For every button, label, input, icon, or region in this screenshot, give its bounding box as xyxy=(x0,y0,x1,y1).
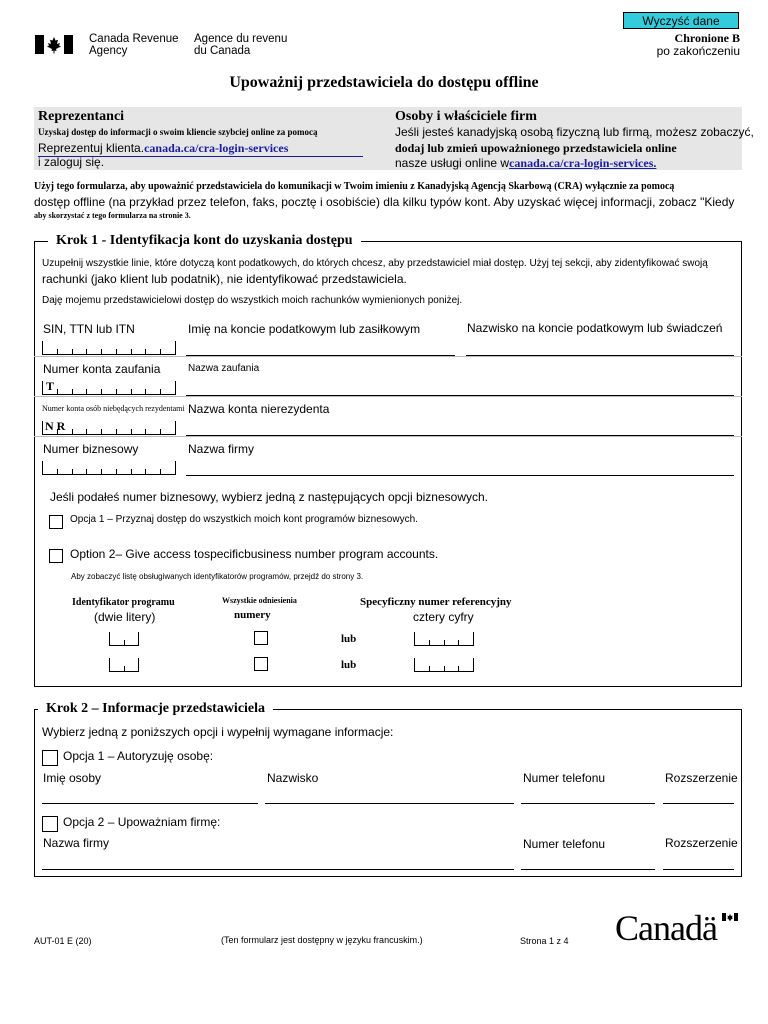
specific-ref-input-2[interactable] xyxy=(414,658,474,672)
form-code: AUT-01 E (20) xyxy=(34,936,92,946)
representatives-text: Uzyskaj dostęp do informacji o swoim kliencie szybciej online za pomocą xyxy=(38,127,318,137)
bn-option2-note: Aby zobaczyć listę obsługiwanych identyfikatorów programów, przejdź do strony 3. xyxy=(71,572,364,581)
intro-line-2: dostęp offline (na przykład przez telefon, faks, pocztę i osobiście) dla kilku typów kont. Aby uzyskać więcej informacji, zobacz "Kiedy xyxy=(34,195,735,209)
representatives-heading: Reprezentanci xyxy=(38,109,125,124)
rep-ext-label: Rozszerzenie xyxy=(665,771,738,785)
rep-last-name-label: Nazwisko xyxy=(267,771,319,785)
canada-wordmark: Canadä xyxy=(615,908,717,948)
step1-desc-1: Uzupełnij wszystkie linie, które dotyczą kont podatkowych, do których chcesz, aby przedstawiciel miał dostęp. Użyj tej sekcji, aby zidentyfikować swoją xyxy=(42,258,708,269)
page-number: Strona 1 z 4 xyxy=(520,936,569,946)
agency-name-en: Canada Revenue Agency xyxy=(89,33,179,57)
program-id-subheader: (dwie litery) xyxy=(94,610,156,624)
login-text: i zaloguj się. xyxy=(38,155,105,169)
cra-login-link-left[interactable]: canada.ca/cra-login-services xyxy=(144,141,289,155)
bn-options-intro: Jeśli podałeś numer biznesowy, wybierz jedną z następujących opcji biznesowych. xyxy=(50,490,488,504)
firm-name-label: Nazwa firmy xyxy=(43,836,110,850)
rep-ext-input[interactable] xyxy=(663,803,734,804)
rep-phone-input[interactable] xyxy=(521,803,655,804)
program-id-header: Identyfikator programu xyxy=(72,597,175,608)
step1-desc-3: Daję mojemu przedstawicielowi dostęp do wszystkich moich rachunków wymienionych poniżej. xyxy=(42,295,463,306)
rep-first-name-label: Imię osoby xyxy=(43,771,102,785)
intro-line-3: aby skorzystać z tego formularza na stronie 3. xyxy=(34,211,191,220)
trust-name-label: Nazwa zaufania xyxy=(188,363,260,374)
wordmark-flag-icon xyxy=(722,913,738,921)
french-availability-note: (Ten formularz jest dostępny w języku francuskim.) xyxy=(221,935,423,945)
nonresident-prefix: N R xyxy=(45,419,66,433)
bn-option1-label: Opcja 1 – Przyznaj dostęp do wszystkich moich kont programów biznesowych. xyxy=(70,514,418,525)
trust-number-label: Numer konta zaufania xyxy=(43,362,161,376)
individuals-text-3: nasze usługi online wcanada.ca/cra-login-services. xyxy=(395,156,657,170)
sin-label: SIN, TTN lub ITN xyxy=(43,322,135,336)
first-name-label: Imię na koncie podatkowym lub zasiłkowym xyxy=(188,322,421,336)
all-refs-header: Wszystkie odniesienia xyxy=(222,596,297,605)
intro-line-1: Użyj tego formularza, aby upoważnić przedstawiciela do komunikacji w Twoim imieniu z Kanadyjską Agencją Skarbową (CRA) wyłącznie za pomocą xyxy=(34,181,675,192)
or-label-2: lub xyxy=(341,659,357,671)
clear-data-button[interactable]: Wyczyść dane xyxy=(623,12,739,29)
rep-option2-label: Opcja 2 – Upoważniam firmę: xyxy=(63,815,221,829)
rep-phone-label: Numer telefonu xyxy=(523,771,606,785)
bn-option2-label: Option 2– Give access tospecificbusiness number program accounts. xyxy=(70,547,439,561)
bn-option1-checkbox[interactable] xyxy=(49,515,63,529)
rep-first-name-input[interactable] xyxy=(42,803,258,804)
individuals-text-2: dodaj lub zmień upoważnionego przedstawiciela online xyxy=(395,141,677,155)
divider xyxy=(34,436,742,437)
firm-ext-label: Rozszerzenie xyxy=(665,836,738,850)
business-number-label: Numer biznesowy xyxy=(43,442,139,456)
rep-option2-checkbox[interactable] xyxy=(42,816,58,832)
individuals-text-1: Jeśli jesteś kanadyjską osobą fizyczną lub firmą, możesz zobaczyć, xyxy=(395,125,754,139)
cra-login-link-right[interactable]: canada.ca/cra-login-services. xyxy=(509,156,657,170)
or-label-1: lub xyxy=(341,633,357,645)
canada-flag-icon xyxy=(35,35,73,54)
last-name-label: Nazwisko na koncie podatkowym lub świadczeń xyxy=(467,321,723,335)
firm-phone-label: Numer telefonu xyxy=(523,837,606,851)
trust-number-input[interactable] xyxy=(42,381,176,395)
step2-intro: Wybierz jedną z poniższych opcji i wypełnij wymagane informacje: xyxy=(42,725,394,739)
firm-ext-input[interactable] xyxy=(663,869,734,870)
form-title: Upoważnij przedstawiciela do dostępu offline xyxy=(229,74,539,91)
all-refs-checkbox-2[interactable] xyxy=(254,657,268,671)
business-number-input[interactable] xyxy=(42,461,176,475)
sin-input[interactable] xyxy=(42,341,176,355)
specific-ref-subheader: cztery cyfry xyxy=(413,610,474,624)
protected-label: Chronione B po zakończeniu xyxy=(656,31,740,58)
specific-ref-header: Specyficzny numer referencyjny xyxy=(360,596,512,608)
nonresident-name-label: Nazwa konta nierezydenta xyxy=(188,402,330,416)
rep-option1-checkbox[interactable] xyxy=(42,750,58,766)
program-id-input-2[interactable] xyxy=(109,658,139,672)
business-name-input[interactable] xyxy=(186,475,734,476)
agency-name-fr: Agence du revenu du Canada xyxy=(194,33,288,57)
program-id-input-1[interactable] xyxy=(109,632,139,646)
rep-last-name-input[interactable] xyxy=(265,803,514,804)
divider xyxy=(34,356,742,357)
bn-option2-checkbox[interactable] xyxy=(49,549,63,563)
all-refs-subheader: numery xyxy=(234,609,271,621)
firm-name-input[interactable] xyxy=(42,869,514,870)
business-name-label: Nazwa firmy xyxy=(188,442,255,456)
all-refs-checkbox-1[interactable] xyxy=(254,631,268,645)
nonresident-number-label: Numer konta osób niebędących rezydentami xyxy=(42,404,185,413)
firm-phone-input[interactable] xyxy=(521,869,655,870)
individuals-heading: Osoby i właściciele firm xyxy=(395,109,537,124)
step1-title: Krok 1 - Identyfikacja kont do uzyskania dostępu xyxy=(48,233,361,249)
rep-option1-label: Opcja 1 – Autoryzuję osobę: xyxy=(63,749,214,763)
specific-ref-input-1[interactable] xyxy=(414,632,474,646)
step2-title: Krok 2 – Informacje przedstawiciela xyxy=(38,701,273,717)
divider xyxy=(34,396,742,397)
represent-client-line: Reprezentuj klienta.canada.ca/cra-login-services xyxy=(38,141,363,157)
trust-prefix: T xyxy=(46,379,55,393)
step1-desc-2: rachunki (jako klient lub podatnik), nie identyfikować przedstawiciela. xyxy=(42,272,407,286)
